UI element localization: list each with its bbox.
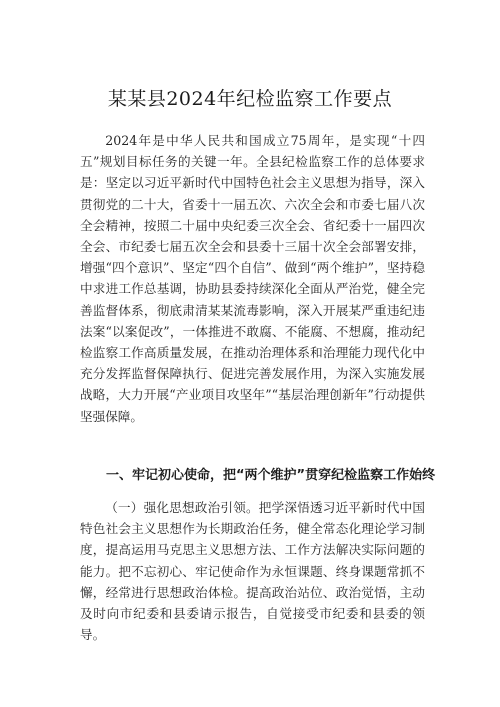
section-paragraph: （一）强化思想政治引领。把学深悟透习近平新时代中国特色社会主义思想作为长期政治任务，健全常态化理论学习制度，提高运用马克思主义思想方法、工作方法解决实际问题的能力。把不忘初心、牢记使命作为永恒课题、终身课题常抓不懈，经常进行思想政治体检。提高政治站位、政治觉悟，主动及时向市纪委和县委请示报告，自觉接受市纪委和县委的领导。 bbox=[80, 500, 425, 643]
intro-section bbox=[80, 130, 425, 427]
document-title: 某某县2024年纪检监察工作要点 bbox=[107, 88, 393, 110]
intro-paragraph: 2024年是中华人民共和国成立75周年，是实现“十四五”规划目标任务的关键一年。全县纪检监察工作的总体要求是：坚定以习近平新时代中国特色社会主义思想为指导，深入贯彻党的二十大，省委十一届五次、六次全会和市委七届八次全会精神，按照二十届中央纪委三次全会、省纪委十一届四次全会、市纪委七届五次全会和县委十三届十次全会部署安排，增强“四个意识”、坚定“四个自信”、做到“两个维护”，坚持稳中求进工作总基调，协助县委持续深化全面从严治党，健全完善监督体系，彻底肃清某某流毒影响，深入开展某严重违纪违法案“以案促改”，一体推进不敢腐、不能腐、不想腐，推动纪检监察工作高质量发展，在推动治理体系和治理能力现代化中充分发挥监督保障执行、促进完善发展作用，为深入实施发展战略，大力开展“产业项目攻坚年”“基层治理创新年”行动提供坚强保障。 bbox=[80, 133, 425, 424]
section-body bbox=[80, 497, 425, 645]
section-heading: 一、牢记初心使命，把“两个维护”贯穿纪检监察工作始终 bbox=[106, 468, 436, 483]
